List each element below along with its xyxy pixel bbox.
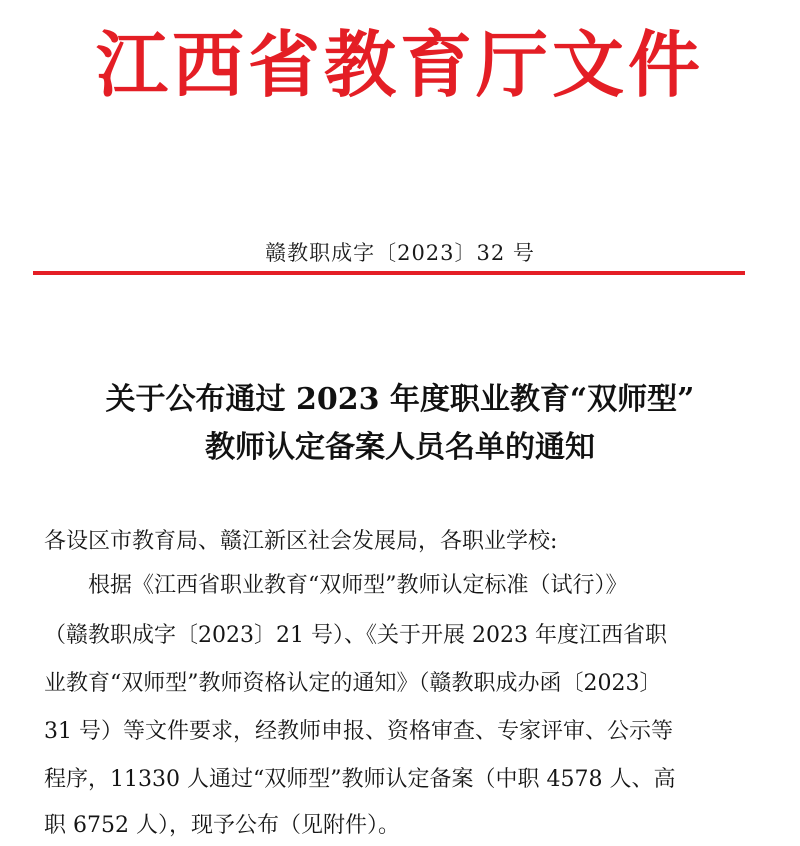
red-divider-line <box>33 271 745 275</box>
paragraph-line: 根据《江西省职业教育“双师型”教师认定标准（试行）》 <box>88 573 628 598</box>
paragraph-line: 业教育“双师型”教师资格认定的通知》（赣教职成办函〔2023〕 <box>44 671 662 696</box>
paragraph-line: 31 号）等文件要求，经教师申报、资格审查、专家评审、公示等 <box>44 719 673 744</box>
salutation: 各设区市教育局、赣江新区社会发展局，各职业学校: <box>44 529 558 554</box>
paragraph-line: 程序，11330 人通过“双师型”教师认定备案（中职 4578 人、高 <box>44 767 676 792</box>
notice-title-line-2: 教师认定备案人员名单的通知 <box>205 430 595 465</box>
document-masthead: 江西省教育厅文件 <box>95 22 704 107</box>
notice-title-line-1: 关于公布通过 2023 年度职业教育“双师型” <box>105 382 695 417</box>
document-number: 赣教职成字〔2023〕32 号 <box>265 241 535 265</box>
paragraph-line: （赣教职成字〔2023〕21 号）、《关于开展 2023 年度江西省职 <box>44 623 667 648</box>
paragraph-line: 职 6752 人），现予公布（见附件）。 <box>44 813 400 838</box>
